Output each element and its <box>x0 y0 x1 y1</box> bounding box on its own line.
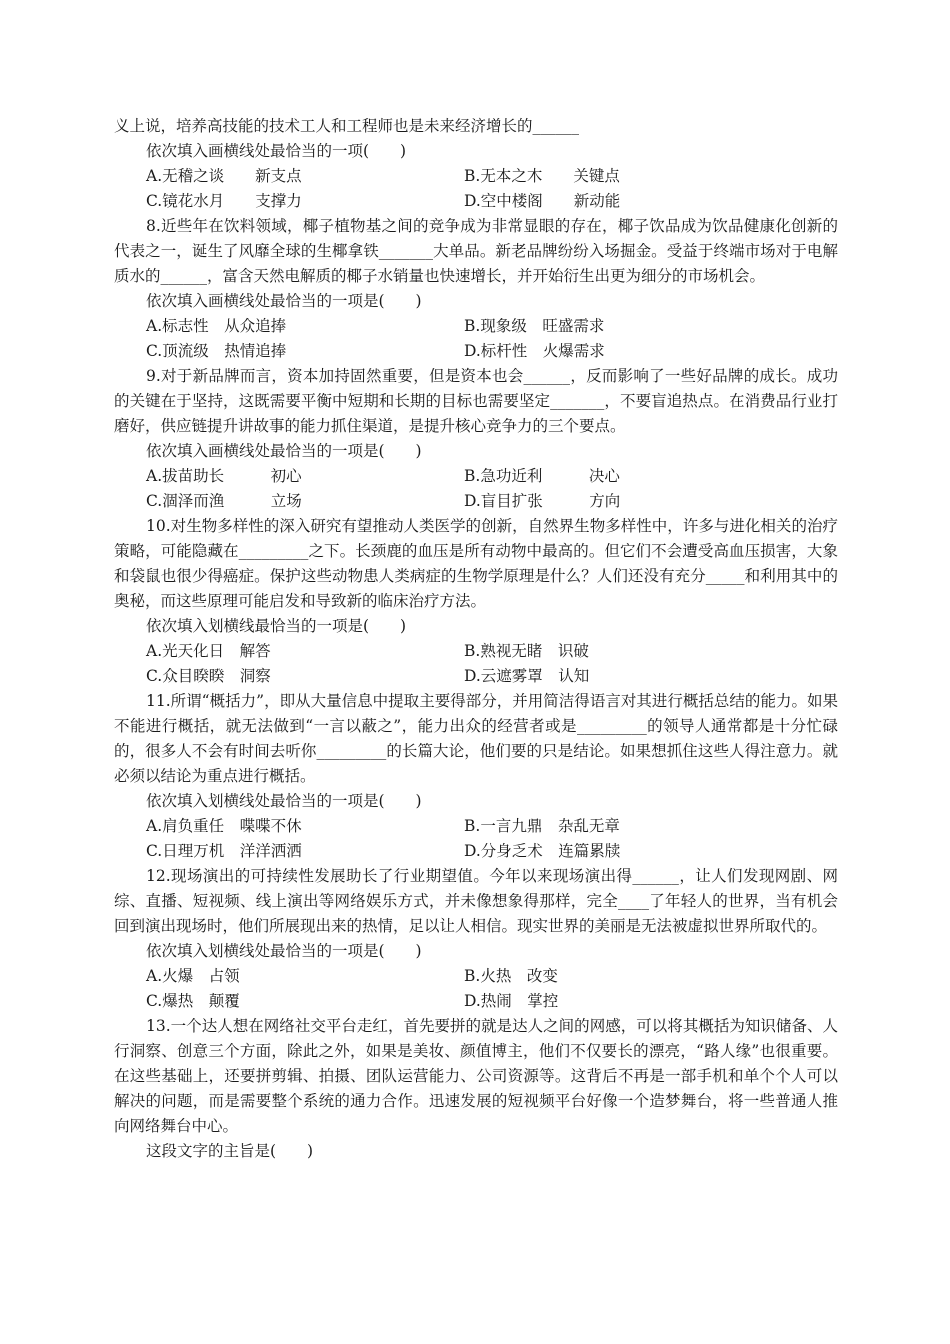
q9-option-c: C.涸泽而渔 立场 <box>146 492 302 510</box>
q8-option-d: D.标杆性 火爆需求 <box>464 342 605 360</box>
q7-options <box>114 164 838 214</box>
q10-option-c: C.众目睽睽 洞察 <box>146 667 271 685</box>
q13-prompt: 这段文字的主旨是( ) <box>146 1142 314 1160</box>
q7-prompt: 依次填入画横线处最恰当的一项( ) <box>146 142 407 160</box>
q9-option-a: A.拔苗助长 初心 <box>146 467 302 485</box>
q7-option-a: A.无稽之谈 新支点 <box>146 167 302 185</box>
q11-option-b: B.一言九鼎 杂乱无章 <box>464 817 620 835</box>
q7-stem-tail: 义上说，培养高技能的技术工人和工程师也是未来经济增长的______ <box>114 117 580 135</box>
q9-prompt: 依次填入画横线处最恰当的一项是( ) <box>146 442 422 460</box>
q7-option-b: B.无本之木 关键点 <box>464 167 620 185</box>
q12-option-a: A.火爆 占领 <box>146 967 240 985</box>
q8-stem: 8.近些年在饮料领域，椰子植物基之间的竞争成为非常显眼的存在，椰子饮品成为饮品健康化创新的代表之一，诞生了风靡全球的生椰拿铁_______大单品。新老品牌纷纷入场掘金。受益于终端市场对于电解质水的______，富含天然电解质的椰子水销量也快速增长，并开始衍生出更为细分的市场机会。 <box>114 217 838 285</box>
q12-option-b: B.火热 改变 <box>464 967 558 985</box>
q7-option-c: C.镜花水月 支撑力 <box>146 192 302 210</box>
q8-option-b: B.现象级 旺盛需求 <box>464 317 605 335</box>
q11-stem: 11.所谓“概括力”，即从大量信息中提取主要得部分，并用简洁得语言对其进行概括总结的能力。如果不能进行概括，就无法做到“一言以蔽之”，能力出众的经营者或是_________的领导人通常都是十分忙碌的，很多人不会有时间去听你_________的长篇大论，他们要的只是结论。如果想抓住这些人得注意力。就必须以结论为重点进行概括。 <box>114 692 838 785</box>
q10-stem: 10.对生物多样性的深入研究有望推动人类医学的创新，自然界生物多样性中，许多与进化相关的治疗策略，可能隐藏在_________之下。长颈鹿的血压是所有动物中最高的。但它们不会遭受高血压损害，大象和袋鼠也很少得癌症。保护这些动物患人类病症的生物学原理是什么？人们还没有充分_____和利用其中的奥秘，而这些原理可能启发和导致新的临床治疗方法。 <box>114 517 838 610</box>
q11-option-d: D.分身乏术 连篇累牍 <box>464 842 621 860</box>
q12-option-d: D.热闹 掌控 <box>464 992 559 1010</box>
q12-prompt: 依次填入划横线处最恰当的一项是( ) <box>146 942 422 960</box>
q7-option-d: D.空中楼阁 新动能 <box>464 192 621 210</box>
q10-option-d: D.云遮雾罩 认知 <box>464 667 590 685</box>
q11-options <box>114 814 838 864</box>
q8-option-a: A.标志性 从众追捧 <box>146 317 287 335</box>
q11-option-a: A.肩负重任 喋喋不休 <box>146 817 302 835</box>
q8-prompt: 依次填入画横线处最恰当的一项是( ) <box>146 292 422 310</box>
q12-stem: 12.现场演出的可持续性发展助长了行业期望值。今年以来现场演出得______，让人们发现网剧、网综、直播、短视频、线上演出等网络娱乐方式，并未像想象得那样，完全____了年轻人的世界，当有机会回到演出现场时，他们所展现出来的热情，足以让人相信。现实世界的美丽是无法被虚拟世界所取代的。 <box>114 867 838 935</box>
q9-option-b: B.急功近利 决心 <box>464 467 620 485</box>
page-content <box>114 114 838 1164</box>
q11-prompt: 依次填入划横线处最恰当的一项是( ) <box>146 792 422 810</box>
q11-option-c: C.日理万机 洋洋洒洒 <box>146 842 302 860</box>
q10-option-b: B.熟视无睹 识破 <box>464 642 589 660</box>
q12-option-c: C.爆热 颠覆 <box>146 992 240 1010</box>
q9-stem: 9.对于新品牌而言，资本加持固然重要，但是资本也会______，反而影响了一些好品牌的成长。成功的关键在于坚持，这既需要平衡中短期和长期的目标也需要坚定_______，不要盲追热点。在消费品行业打磨好，供应链提升讲故事的能力抓住渠道，是提升核心竞争力的三个要点。 <box>114 367 838 435</box>
q10-prompt: 依次填入划横线最恰当的一项是( ) <box>146 617 407 635</box>
q12-options <box>114 964 838 1014</box>
q9-option-d: D.盲目扩张 方向 <box>464 492 621 510</box>
q10-option-a: A.光天化日 解答 <box>146 642 271 660</box>
q10-options <box>114 639 838 689</box>
q8-options <box>114 314 838 364</box>
q9-options <box>114 464 838 514</box>
q8-option-c: C.顶流级 热情追捧 <box>146 342 287 360</box>
q13-stem: 13.一个达人想在网络社交平台走红，首先要拼的就是达人之间的网感，可以将其概括为知识储备、人行洞察、创意三个方面，除此之外，如果是美妆、颜值博主，他们不仅要长的漂亮，“路人缘”也很重要。在这些基础上，还要拼剪辑、拍摄、团队运营能力、公司资源等。这背后不再是一部手机和单个个人可以解决的问题，而是需要整个系统的通力合作。迅速发展的短视频平台好像一个造梦舞台，将一些普通人推向网络舞台中心。 <box>114 1017 838 1135</box>
